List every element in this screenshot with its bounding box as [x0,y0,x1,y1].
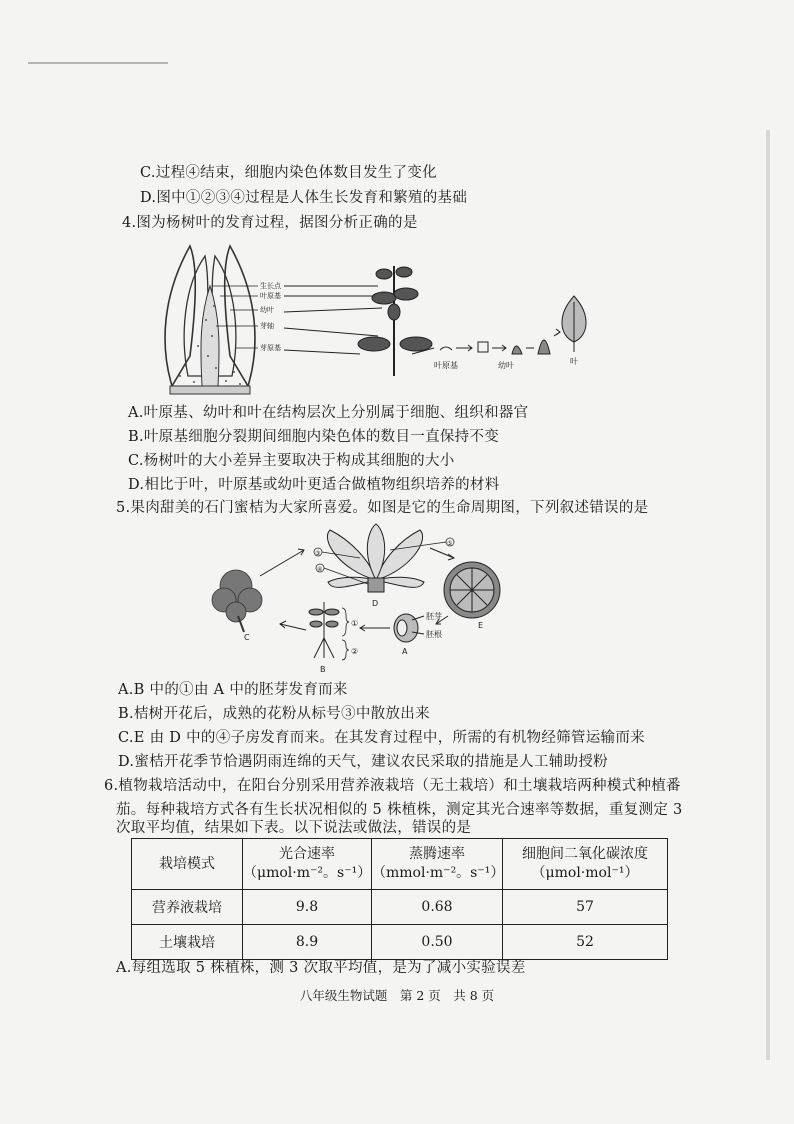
leaf-development-figure [150,236,600,396]
cell-transpiration: 0.50 [372,925,503,960]
label-D: D [372,599,379,608]
stage-young-leaf: 幼叶 [498,361,514,370]
q6-option-a: A.每组选取 5 株植株，测 3 次取平均值，是为了减小实验误差 [116,960,526,976]
label-radicle: 胚根 [426,630,442,639]
q4-stem: 4.图为杨树叶的发育过程，据图分析正确的是 [122,215,418,231]
scan-edge [766,130,770,1060]
label-C: C [244,633,250,642]
cell-mode: 营养液栽培 [132,890,243,925]
label-E: E [478,621,484,630]
marker-1: ① [351,619,359,628]
cell-mode: 土壤栽培 [132,925,243,960]
label-bud-primordium: 芽原基 [260,344,281,352]
header-co2: 细胞间二氧化碳浓度 （μmol·mol⁻¹） [503,839,668,890]
leaf-stages [412,296,586,354]
q6-stem-line1: 6.植物栽培活动中，在阳台分别采用营养液栽培（无土栽培）和土壤栽培两种模式种植番 [104,778,681,794]
q5-option-a: A.B 中的①由 A 中的胚芽发育而来 [118,682,348,698]
marker-5: ⑤ [447,540,453,547]
cell-transpiration: 0.68 [372,890,503,925]
label-B: B [320,665,326,674]
q4-option-c: C.杨树叶的大小差异主要取决于构成其细胞的大小 [128,453,455,469]
q3-option-c: C.过程④结束，细胞内染色体数目发生了变化 [140,165,437,181]
cell-co2: 57 [503,890,668,925]
scan-artifact [28,62,168,64]
label-young-leaf: 幼叶 [260,306,274,314]
label-leaf-primordium: 叶原基 [260,292,281,300]
q5-option-b: B.桔树开花后，成熟的花粉从标号③中散放出来 [118,706,430,722]
life-cycle-figure [210,520,510,678]
cell-photosynthesis: 8.9 [243,925,372,960]
fruit-E [444,562,500,618]
flower-D [327,524,424,592]
header-mode: 栽培模式 [132,839,243,890]
q4-option-d: D.相比于叶，叶原基或幼叶更适合做植物组织培养的材料 [128,477,500,493]
table-row [132,925,668,960]
q5-option-c: C.E 由 D 中的④子房发育而来。在其发育过程中，所需的有机物经筛管运输而来 [118,730,645,746]
seed-A [394,614,424,642]
q3-option-d: D.图中①②③④过程是人体生长发育和繁殖的基础 [140,190,468,206]
results-table [131,838,668,960]
table-row [132,890,668,925]
stage-leaf-primordium: 叶原基 [434,361,458,370]
q6-stem-line2: 茄。每种栽培方式各有生长状况相似的 5 株植株，测定其光合速率等数据，重复测定 3 [116,802,683,818]
stage-leaf: 叶 [570,357,578,366]
q5-option-d: D.蜜桔开花季节恰遇阴雨连绵的天气，建议农民采取的措施是人工辅助授粉 [118,754,608,770]
cell-co2: 52 [503,925,668,960]
label-A: A [402,647,408,656]
marker-2: ② [351,647,359,656]
header-photosynthesis: 光合速率 （μmol·m⁻²。s⁻¹） [243,839,372,890]
header-transpiration: 蒸腾速率 （mmol·m⁻²。s⁻¹） [372,839,503,890]
marker-4: ④ [317,566,323,573]
label-embryo-bud: 胚芽 [426,612,442,621]
q6-stem-line3: 次取平均值，结果如下表。以下说法或做法，错误的是 [116,820,472,836]
bud-section-drawing [165,246,255,394]
cell-photosynthesis: 9.8 [243,890,372,925]
tree-C [212,570,262,632]
seedling-B [309,602,339,658]
table-header-row [132,839,668,890]
q4-option-a: A.叶原基、幼叶和叶在结构层次上分别属于细胞、组织和器官 [128,405,529,421]
q4-option-b: B.叶原基细胞分裂期间细胞内染色体的数目一直保持不变 [128,429,500,445]
marker-3: ③ [315,550,321,557]
page-footer: 八年级生物试题 第 2 页 共 8 页 [299,988,495,1003]
q5-stem: 5.果肉甜美的石门蜜桔为大家所喜爱。如图是它的生命周期图，下列叙述错误的是 [116,500,649,516]
label-bud-axis: 芽轴 [260,322,274,330]
plant-drawing [358,266,432,376]
label-growing-point: 生长点 [260,282,281,290]
